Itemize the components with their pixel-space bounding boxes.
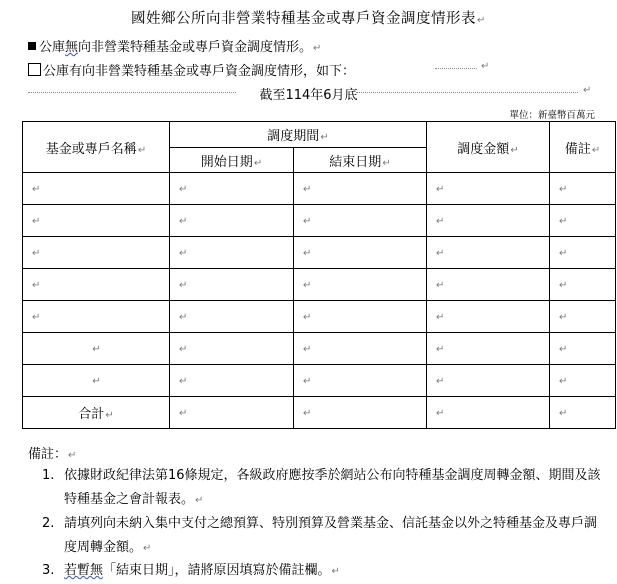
table-cell[interactable]: ↵ — [550, 205, 616, 237]
table-cell[interactable]: ↵ — [294, 173, 427, 205]
table-row — [23, 205, 616, 237]
date-line: 截至114年6月底 — [259, 88, 358, 103]
table-row — [23, 269, 616, 301]
total-row — [23, 397, 616, 429]
spellcheck-mark: 若暫無 — [64, 563, 104, 578]
table-row — [23, 237, 616, 269]
page-title: 國姓鄉公所向非營業特種基金或專戶資金調度情形表↵ — [131, 11, 486, 27]
table-cell[interactable]: ↵ — [294, 237, 427, 269]
table-cell[interactable]: ↵ — [550, 333, 616, 365]
table-cell[interactable]: ↵ — [23, 333, 170, 365]
note-item: 3. 若暫無「結束日期」，請將原因填寫於備註欄。↵ — [42, 563, 340, 578]
notes-heading: 備註：↵ — [28, 447, 77, 462]
table-row — [23, 365, 616, 397]
paragraph-mark: ↵ — [583, 85, 592, 96]
table-cell[interactable]: ↵ — [427, 237, 550, 269]
table-cell[interactable]: ↵ — [23, 365, 170, 397]
table-cell[interactable]: ↵ — [23, 237, 170, 269]
table-cell[interactable]: ↵ — [427, 205, 550, 237]
header-period: 調度期間↵ — [170, 122, 427, 148]
table-cell[interactable]: ↵ — [294, 269, 427, 301]
header-note: 備註↵ — [550, 122, 616, 173]
header-start-date: 開始日期↵ — [170, 148, 294, 173]
option-no-transfer: 公庫無向非營業特種基金或專戶資金調度情形。↵ — [28, 36, 321, 55]
checked-box-icon — [28, 42, 36, 50]
header-end-date: 結束日期↵ — [294, 148, 427, 173]
table-cell[interactable]: ↵ — [294, 205, 427, 237]
table-cell[interactable]: ↵ — [170, 173, 294, 205]
table-cell[interactable]: ↵ — [294, 301, 427, 333]
table-cell[interactable]: ↵ — [294, 397, 427, 429]
table-cell[interactable]: ↵ — [550, 301, 616, 333]
table-cell[interactable]: ↵ — [170, 333, 294, 365]
table-cell[interactable]: ↵ — [427, 365, 550, 397]
table-row — [23, 301, 616, 333]
table-cell[interactable]: ↵ — [427, 301, 550, 333]
table-cell[interactable]: ↵ — [427, 397, 550, 429]
table-cell[interactable]: ↵ — [23, 269, 170, 301]
table-cell[interactable]: ↵ — [23, 173, 170, 205]
table-cell[interactable]: ↵ — [170, 237, 294, 269]
unit-label: 單位：新臺幣百萬元 — [509, 110, 595, 121]
table-cell[interactable]: ↵ — [427, 173, 550, 205]
table-cell[interactable]: ↵ — [23, 205, 170, 237]
table-cell[interactable]: ↵ — [170, 301, 294, 333]
table-cell[interactable]: ↵ — [23, 301, 170, 333]
header-amount: 調度金額↵ — [427, 122, 550, 173]
note-item: 1. 依據財政紀律法第16條規定，各級政府應按季於網站公布向特種基金調度周轉金額、期間及該特種基金之會計報表。↵ — [42, 468, 601, 507]
table-cell[interactable]: ↵ — [550, 237, 616, 269]
total-label: 合計↵ — [23, 397, 170, 429]
table-cell[interactable]: ↵ — [294, 333, 427, 365]
option-has-transfer: 公庫有向非營業特種基金或專戶資金調度情形，如下： — [28, 60, 355, 79]
paragraph-mark: ↵ — [481, 61, 490, 72]
table-cell[interactable]: ↵ — [170, 365, 294, 397]
table-cell[interactable]: ↵ — [170, 205, 294, 237]
transfer-table — [22, 121, 616, 429]
table-cell[interactable]: ↵ — [550, 173, 616, 205]
empty-checkbox-icon — [28, 63, 41, 76]
table-cell[interactable]: ↵ — [550, 269, 616, 301]
table-cell[interactable]: ↵ — [550, 397, 616, 429]
dotted-leader — [435, 68, 477, 69]
table-cell[interactable]: ↵ — [427, 269, 550, 301]
paragraph-mark: ↵ — [477, 15, 486, 26]
table-row — [23, 173, 616, 205]
header-fund-name: 基金或專戶名稱↵ — [23, 122, 170, 173]
dotted-leader-right — [356, 92, 578, 93]
table-cell[interactable]: ↵ — [294, 365, 427, 397]
note-item: 2. 請填列向未納入集中支付之總預算、特別預算及營業基金、信託基金以外之特種基金及專戶調度周轉金額。↵ — [42, 516, 598, 555]
table-cell[interactable]: ↵ — [170, 397, 294, 429]
table-cell[interactable]: ↵ — [170, 269, 294, 301]
table-cell[interactable]: ↵ — [427, 333, 550, 365]
spellcheck-mark: 無 — [65, 40, 79, 55]
table-row — [23, 333, 616, 365]
table-cell[interactable]: ↵ — [550, 365, 616, 397]
